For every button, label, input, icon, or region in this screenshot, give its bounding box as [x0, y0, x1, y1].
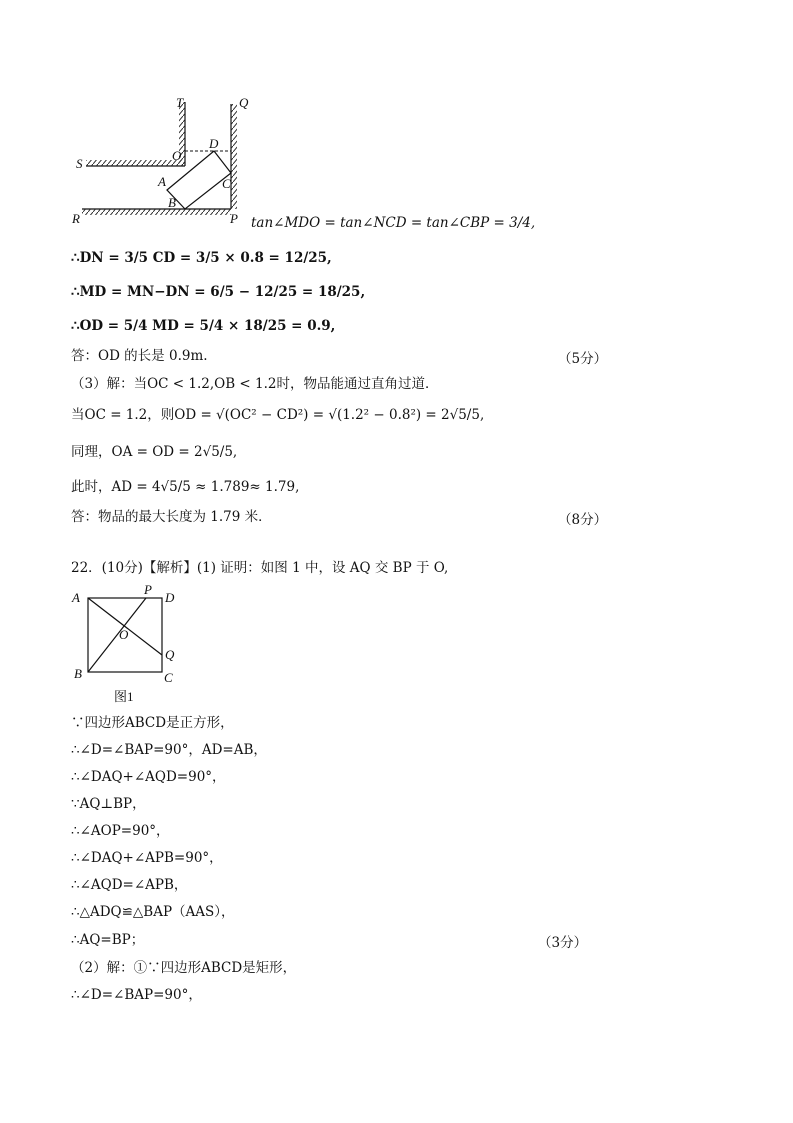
- wall-hatch-q: [231, 104, 237, 209]
- corridor-figure: [68, 92, 258, 227]
- text-line-21: （2）解：①∵四边形ABCD是矩形，: [71, 960, 297, 976]
- score-3: （3分）: [538, 935, 588, 951]
- text-line-1: tan∠MDO = tan∠NCD = tan∠CBP = 3/4,: [251, 215, 536, 231]
- label-s: S: [76, 156, 83, 171]
- text-line-5: 答：OD 的长是 0.9m.: [71, 348, 208, 364]
- square-figure: [68, 584, 188, 706]
- label-q: Q: [239, 95, 249, 110]
- text-line-2: ∴DN = 3/5 CD = 3/5 × 0.8 = 12/25,: [71, 250, 332, 266]
- label-d: D: [209, 136, 219, 151]
- text-line-14: ∴∠DAQ+∠AQD=90°，: [71, 769, 226, 785]
- text-line-10: 答：物品的最大长度为 1.79 米．: [71, 509, 272, 525]
- sq-label-o: O: [119, 627, 129, 642]
- label-t: T: [176, 95, 184, 110]
- text-line-6: （3）解：当OC < 1.2,OB < 1.2时，物品能通过直角过道．: [71, 376, 439, 392]
- text-line-13: ∴∠D=∠BAP=90°，AD=AB，: [71, 742, 267, 758]
- score-8: （8分）: [558, 512, 608, 528]
- text-line-12: ∵四边形ABCD是正方形，: [71, 715, 234, 731]
- text-line-20: ∴AQ=BP；: [71, 932, 145, 948]
- text-line-8: 同理，OA = OD = 2√5/5,: [71, 444, 238, 460]
- segment-bp: [88, 598, 146, 672]
- label-r: R: [72, 211, 80, 226]
- label-c: C: [222, 176, 231, 191]
- sq-label-d: D: [165, 590, 175, 605]
- sq-label-p: P: [144, 584, 152, 597]
- score-5: （5分）: [558, 351, 608, 367]
- text-line-7: 当OC = 1.2，则OD = √(OC² − CD²) = √(1.2² − 0.8²) = 2√5/5,: [71, 407, 485, 423]
- label-a: A: [158, 174, 166, 189]
- text-line-15: ∵AQ⊥BP，: [71, 796, 146, 812]
- wall-hatch-s: [86, 160, 185, 166]
- figure-caption: 图1: [114, 689, 134, 704]
- text-line-17: ∴∠DAQ+∠APB=90°，: [71, 850, 223, 866]
- sq-label-b: B: [74, 666, 82, 681]
- text-line-11: 22．(10分)【解析】(1) 证明：如图 1 中，设 AQ 交 BP 于 O,: [71, 560, 449, 576]
- text-line-19: ∴△ADQ≌△BAP（AAS），: [71, 904, 235, 920]
- sq-label-a: A: [72, 590, 80, 605]
- text-line-18: ∴∠AQD=∠APB，: [71, 877, 188, 893]
- floor-hatch-rp: [82, 209, 231, 215]
- label-b: B: [168, 195, 176, 210]
- text-line-4: ∴OD = 5/4 MD = 5/4 × 18/25 = 0.9,: [71, 318, 336, 334]
- text-line-9: 此时，AD = 4√5/5 ≈ 1.789≈ 1.79,: [71, 479, 300, 495]
- label-o: O: [172, 148, 182, 163]
- text-line-3: ∴MD = MN−DN = 6/5 − 12/25 = 18/25,: [71, 284, 366, 300]
- label-p: P: [230, 211, 238, 226]
- sq-label-c: C: [164, 670, 173, 685]
- text-line-22: ∴∠D=∠BAP=90°，: [71, 987, 202, 1003]
- sq-label-q: Q: [165, 647, 175, 662]
- text-line-16: ∴∠AOP=90°，: [71, 823, 170, 839]
